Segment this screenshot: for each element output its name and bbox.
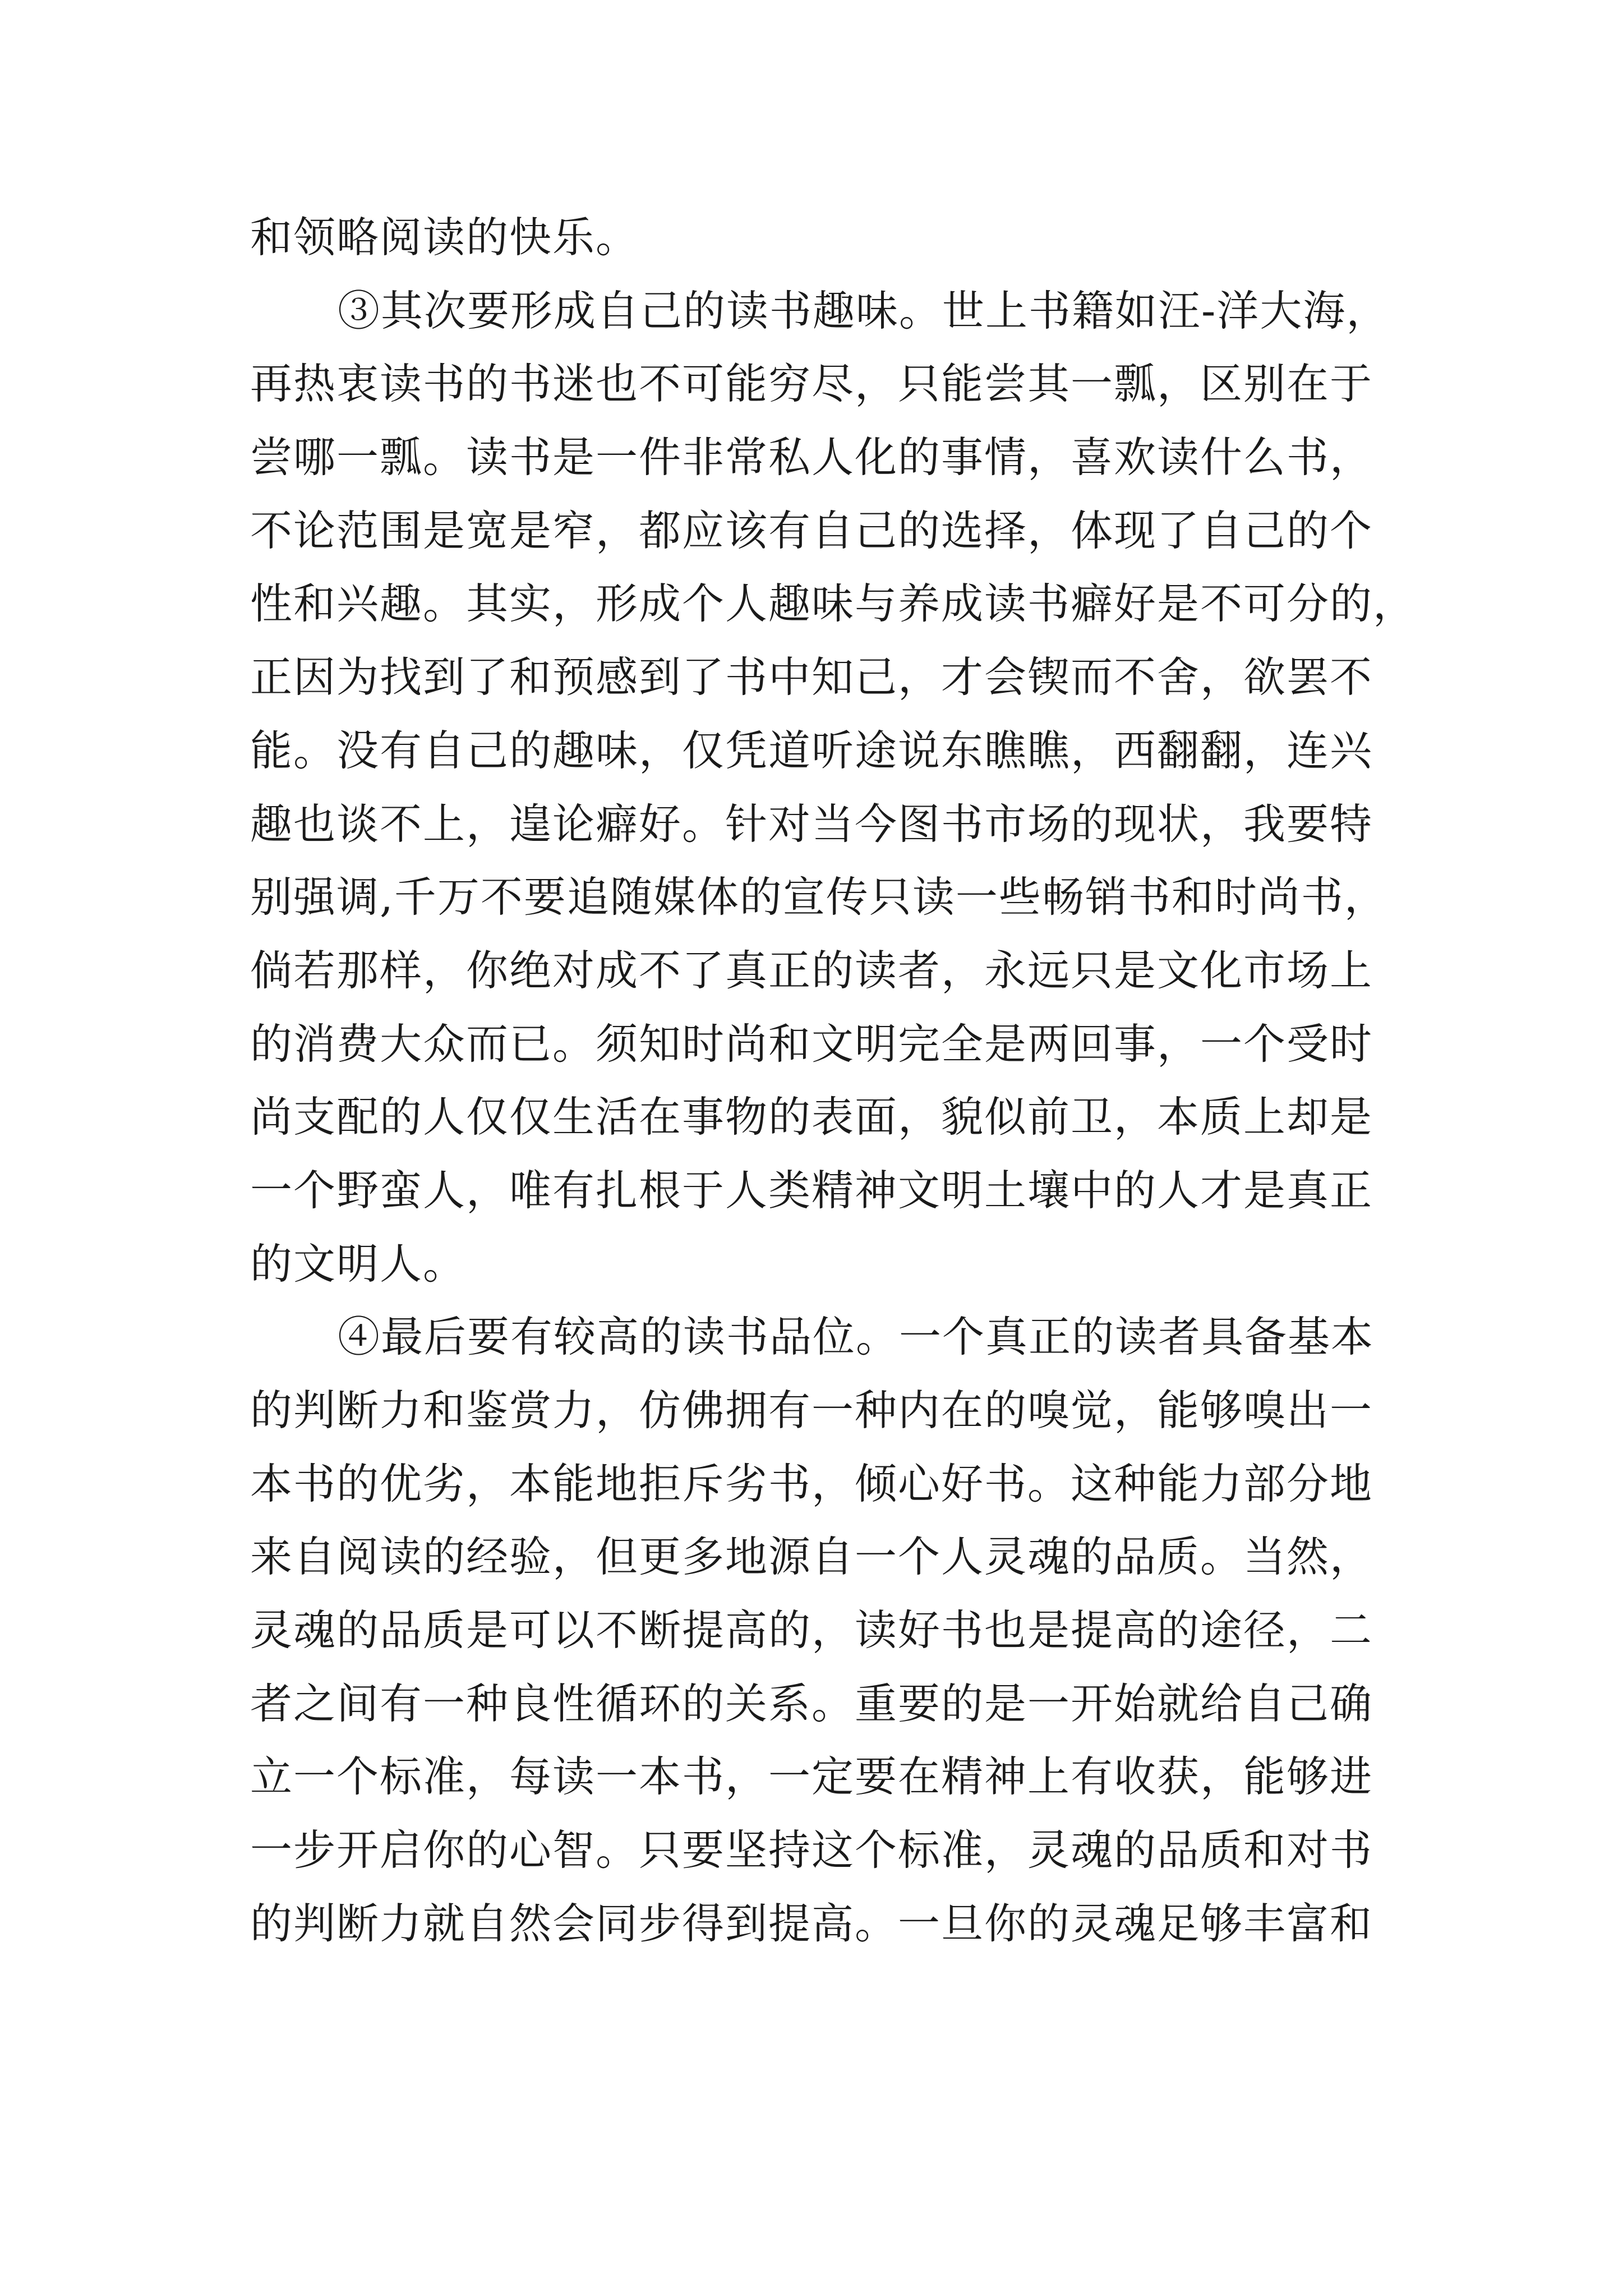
text-line: 别强调,千万不要追随媒体的宣传只读一些畅销书和时尚书， [250, 872, 1387, 922]
text-line: 不论范围是宽是窄，都应该有自己的选择，体现了自己的个 [250, 505, 1373, 555]
text-line: 的判断力就自然会同步得到提高。一旦你的灵魂足够丰富和 [250, 1898, 1373, 1948]
text-line: 倘若那样，你绝对成不了真正的读者，永远只是文化市场上 [250, 945, 1373, 995]
body-text [250, 201, 1417, 1961]
text-line: 灵魂的品质是可以不断提高的，读好书也是提高的途径，二 [250, 1605, 1373, 1655]
text-line: 性和兴趣。其实，形成个人趣味与养成读书癖好是不可分的， [250, 579, 1417, 629]
text-line: 立一个标准，每读一本书，一定要在精神上有收获，能够进 [250, 1752, 1373, 1802]
text-line: 者之间有一种良性循环的关系。重要的是一开始就给自己确 [250, 1678, 1373, 1728]
text-line: 再热衷读书的书迷也不可能穷尽，只能尝其一瓢，区别在于 [250, 359, 1373, 409]
text-line: 的文明人。 [250, 1239, 467, 1289]
text-line: 本书的优劣，本能地拒斥劣书，倾心好书。这种能力部分地 [250, 1458, 1373, 1508]
text-line: 尚支配的人仅仅生活在事物的表面，貌似前卫，本质上却是 [250, 1092, 1373, 1142]
text-line: 的消费大众而已。须知时尚和文明完全是两回事，一个受时 [250, 1019, 1373, 1069]
paragraph-4-start: ④最后要有较高的读书品位。一个真正的读者具备基本 [338, 1312, 1375, 1362]
text-line: 和领略阅读的快乐。 [250, 213, 639, 262]
text-line: 的判断力和鉴赏力，仿佛拥有一种内在的嗅觉，能够嗅出一 [250, 1386, 1373, 1435]
paragraph-3-start: ③其次要形成自己的读书趣味。世上书籍如汪-洋大海， [338, 286, 1390, 335]
text-line: 趣也谈不上，遑论癖好。针对当今图书市场的现状，我要特 [250, 799, 1373, 849]
text-line: 一步开启你的心智。只要坚持这个标准，灵魂的品质和对书 [250, 1825, 1373, 1875]
text-line: 来自阅读的经验，但更多地源自一个人灵魂的品质。当然， [250, 1532, 1373, 1582]
text-line: 一个野蛮人，唯有扎根于人类精神文明土壤中的人才是真正 [250, 1165, 1373, 1215]
text-line: 尝哪一瓢。读书是一件非常私人化的事情，喜欢读什么书， [250, 432, 1373, 482]
text-line: 正因为找到了和预感到了书中知己，才会锲而不舍，欲罢不 [250, 652, 1373, 702]
text-line: 能。没有自己的趣味，仅凭道听途说东瞧瞧，西翻翻，连兴 [250, 725, 1373, 775]
